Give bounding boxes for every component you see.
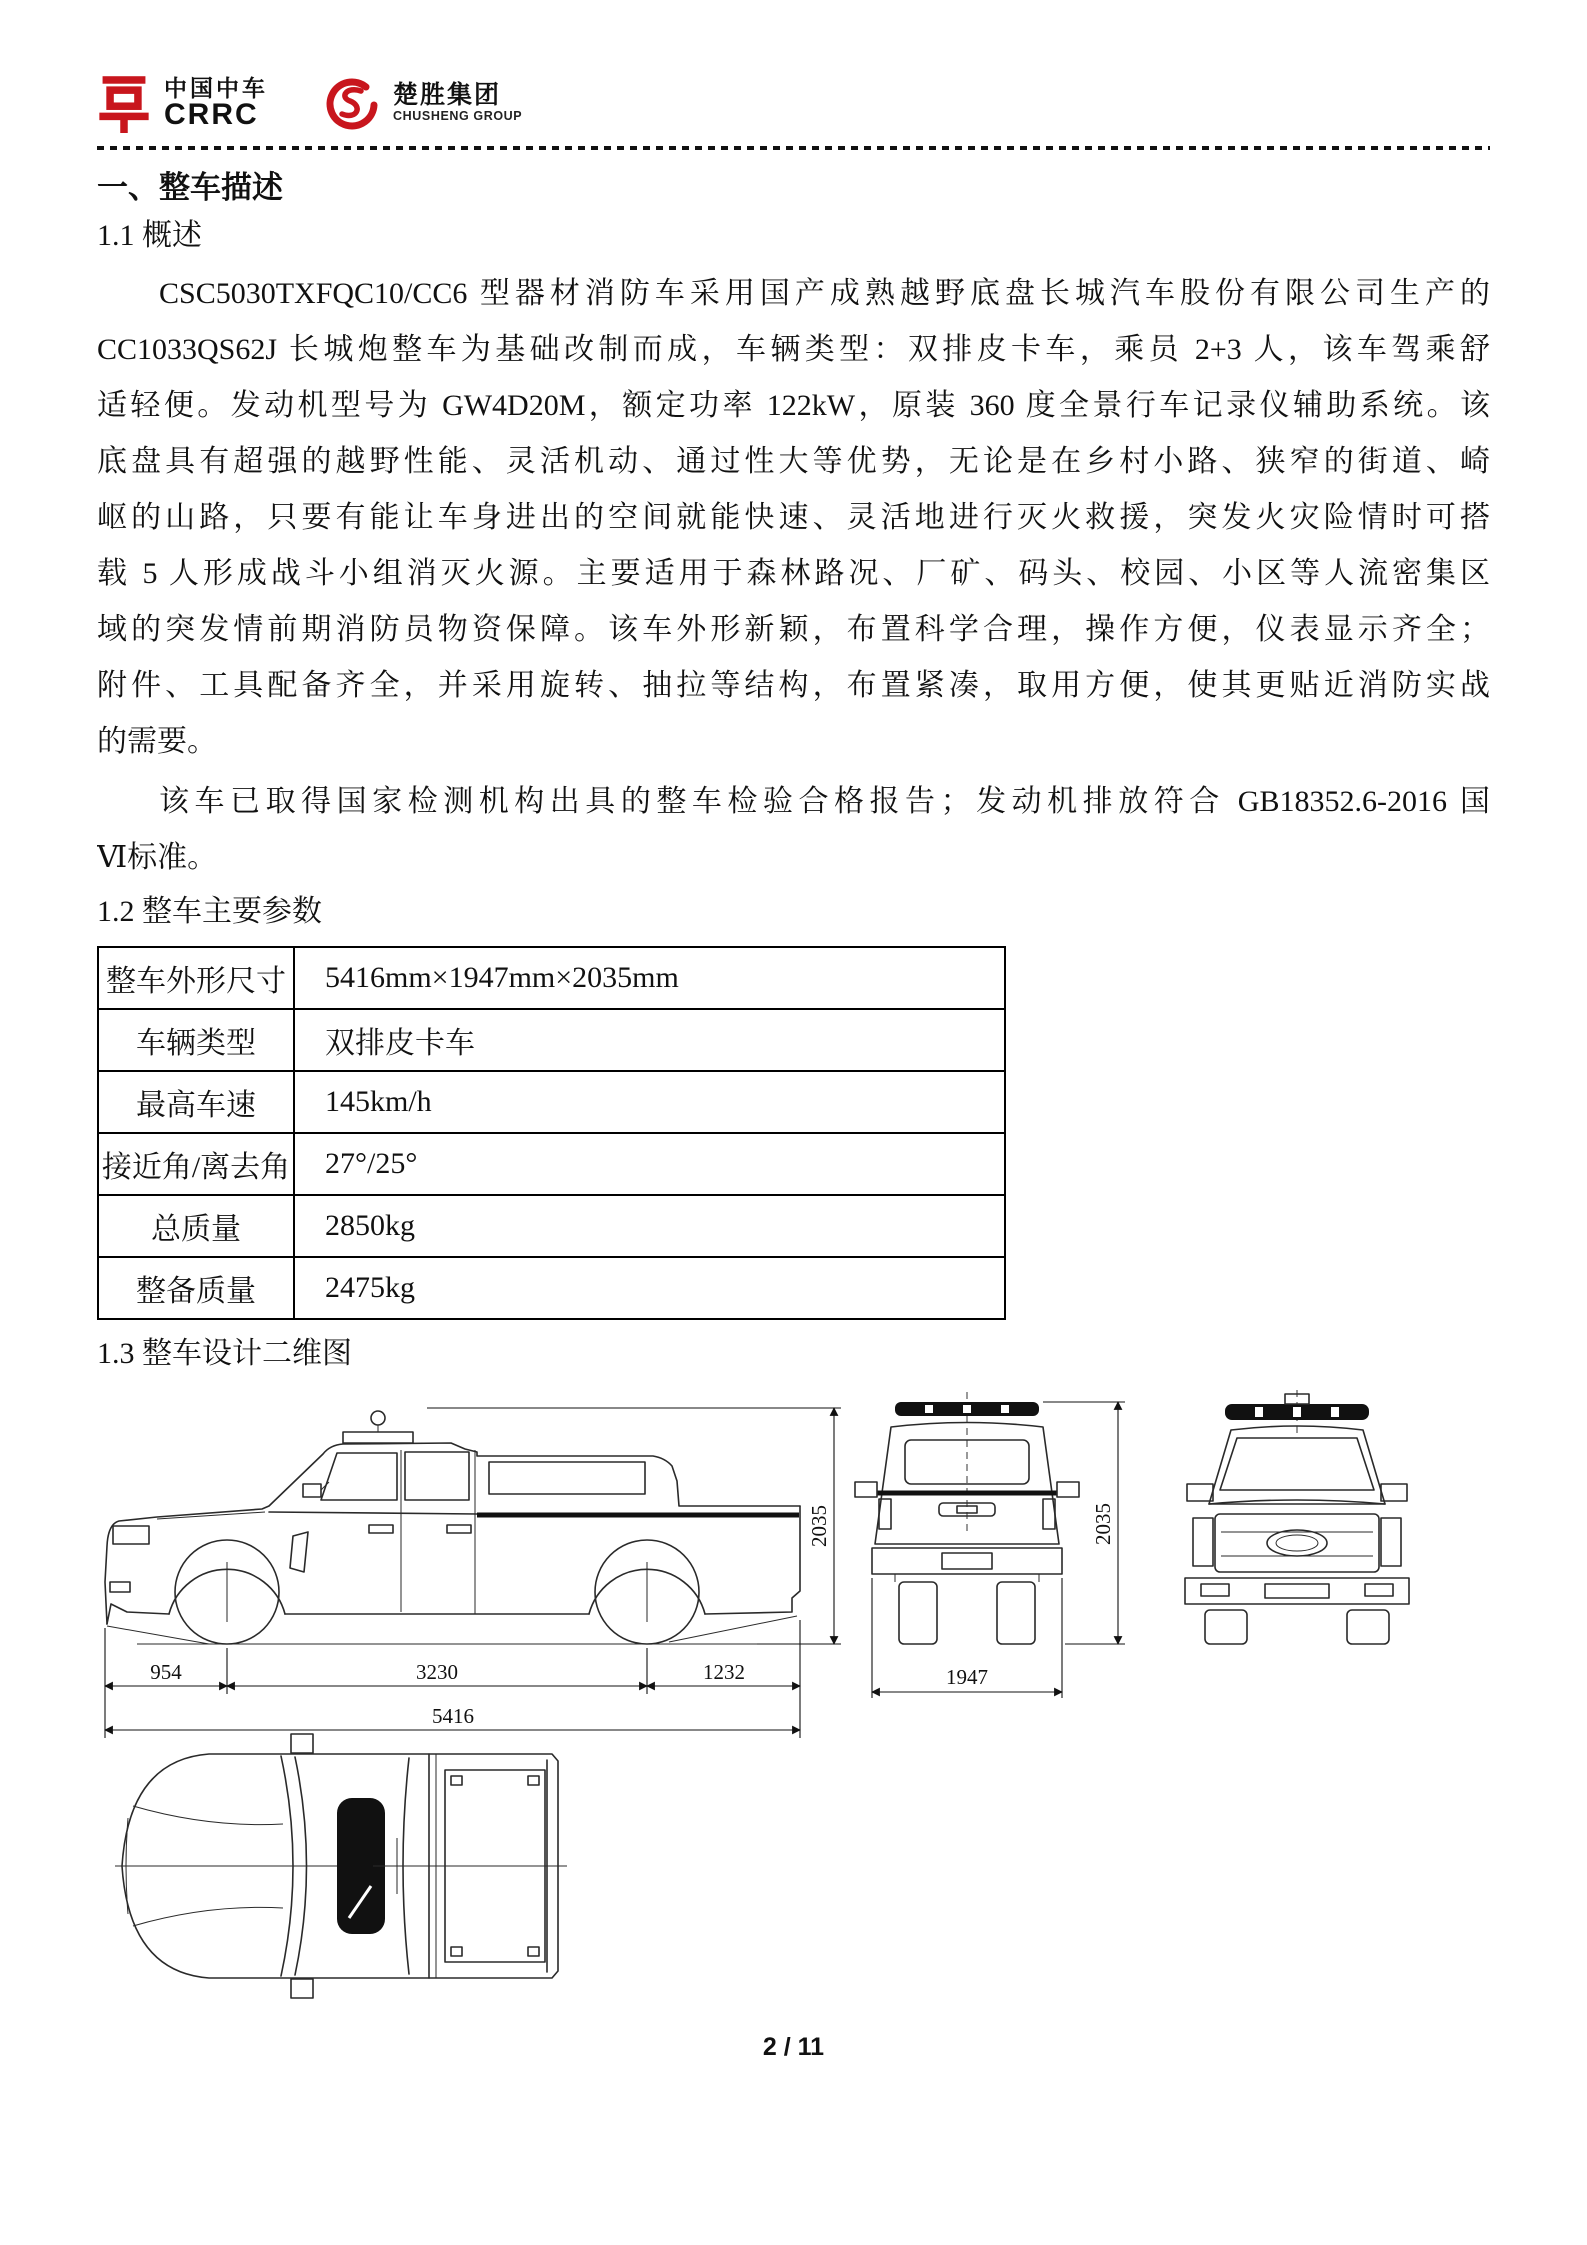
table-row bbox=[98, 1133, 1005, 1195]
dim-label-rear-height: 2035 bbox=[1091, 1503, 1115, 1545]
crrc-name-en: CRRC bbox=[164, 98, 259, 132]
spec-label: 总质量 bbox=[98, 1195, 294, 1257]
front-view-drawing bbox=[1185, 1390, 1409, 1644]
spec-value: 5416mm×1947mm×2035mm bbox=[294, 947, 1005, 1009]
dim-label-side-height: 2035 bbox=[807, 1505, 831, 1547]
table-row bbox=[98, 1257, 1005, 1319]
spec-value: 2475kg bbox=[294, 1257, 1005, 1319]
paragraph-line: 域的突发情前期消防员物资保障。该车外形新颖，布置科学合理，操作方便，仪表显示齐全； bbox=[97, 613, 1490, 646]
chusheng-logo bbox=[324, 75, 522, 131]
chusheng-name-cn: 楚胜集团 bbox=[393, 80, 502, 109]
paragraph-line: 载 5 人形成战斗小组消灭火源。主要适用于森林路况、厂矿、码头、校园、小区等人流密集区 bbox=[97, 557, 1490, 590]
overview-paragraph-2 bbox=[97, 774, 1490, 886]
dim-label-width: 1947 bbox=[946, 1665, 988, 1689]
table-row bbox=[98, 1195, 1005, 1257]
paragraph-line: 附件、工具配备齐全，并采用旋转、抽拉等结构，布置紧凑，取用方便，使其更贴近消防实战 bbox=[97, 669, 1490, 702]
section-heading: 一、整车描述 bbox=[97, 170, 283, 205]
header bbox=[97, 70, 1490, 136]
overview-paragraph-1 bbox=[97, 266, 1490, 770]
spec-label: 最高车速 bbox=[98, 1071, 294, 1133]
spec-label: 接近角/离去角 bbox=[98, 1133, 294, 1195]
table-row bbox=[98, 1071, 1005, 1133]
paragraph-line: 的需要。 bbox=[97, 725, 217, 758]
paragraph-line: CSC5030TXFQC10/CC6 型器材消防车采用国产成熟越野底盘长城汽车股份有限公司生产的 bbox=[159, 277, 1490, 310]
chusheng-emblem-icon bbox=[324, 75, 380, 131]
paragraph-line: 该车已取得国家检测机构出具的整车检验合格报告；发动机排放符合 GB18352.6-2016 国 bbox=[159, 785, 1490, 818]
paragraph-line: CC1033QS62J 长城炮整车为基础改制而成，车辆类型：双排皮卡车，乘员 2+3 人，该车驾乘舒 bbox=[97, 333, 1490, 366]
paragraph-line: Ⅵ标准。 bbox=[97, 841, 218, 874]
table-row bbox=[98, 947, 1005, 1009]
page-number: 2 / 11 bbox=[762, 2033, 825, 2061]
dim-label-total-length: 5416 bbox=[432, 1704, 474, 1728]
top-view-drawing bbox=[115, 1734, 567, 1998]
crrc-emblem-icon bbox=[97, 73, 151, 133]
crrc-logo bbox=[97, 73, 268, 133]
chusheng-name-en: CHUSHENG GROUP bbox=[393, 109, 523, 124]
subsection-1-1-title: 1.1 概述 bbox=[97, 219, 202, 252]
dim-label-rear-overhang: 1232 bbox=[703, 1660, 745, 1684]
table-row bbox=[98, 1009, 1005, 1071]
crrc-name-cn: 中国中车 bbox=[164, 75, 268, 102]
side-view-drawing bbox=[105, 1411, 800, 1644]
spec-label: 车辆类型 bbox=[98, 1009, 294, 1071]
rear-view-dimensions bbox=[872, 1402, 1125, 1698]
subsection-1-2-title: 1.2 整车主要参数 bbox=[97, 895, 322, 928]
spec-value: 双排皮卡车 bbox=[294, 1009, 1005, 1071]
vehicle-2d-drawings bbox=[97, 1386, 1487, 2006]
spec-label: 整车外形尺寸 bbox=[98, 947, 294, 1009]
paragraph-line: 适轻便。发动机型号为 GW4D20M，额定功率 122kW，原装 360 度全景行车记录仪辅助系统。该 bbox=[97, 389, 1490, 422]
side-view-dimensions bbox=[105, 1408, 841, 1738]
spec-table bbox=[97, 946, 1006, 1320]
spec-label: 整备质量 bbox=[98, 1257, 294, 1319]
dashed-divider bbox=[97, 146, 1490, 150]
paragraph-line: 岖的山路，只要有能让车身进出的空间就能快速、灵活地进行灭火救援，突发火灾险情时可搭 bbox=[97, 501, 1490, 534]
dim-label-wheelbase: 3230 bbox=[416, 1660, 458, 1684]
vehicle-drawings bbox=[97, 1386, 1490, 2011]
spec-value: 2850kg bbox=[294, 1195, 1005, 1257]
spec-value: 145km/h bbox=[294, 1071, 1005, 1133]
spec-value: 27°/25° bbox=[294, 1133, 1005, 1195]
subsection-1-3-title: 1.3 整车设计二维图 bbox=[97, 1337, 352, 1370]
dim-label-front-overhang: 954 bbox=[150, 1660, 182, 1684]
rear-view-drawing bbox=[855, 1392, 1079, 1644]
paragraph-line: 底盘具有超强的越野性能、灵活机动、通过性大等优势，无论是在乡村小路、狭窄的街道、崎 bbox=[97, 445, 1490, 478]
